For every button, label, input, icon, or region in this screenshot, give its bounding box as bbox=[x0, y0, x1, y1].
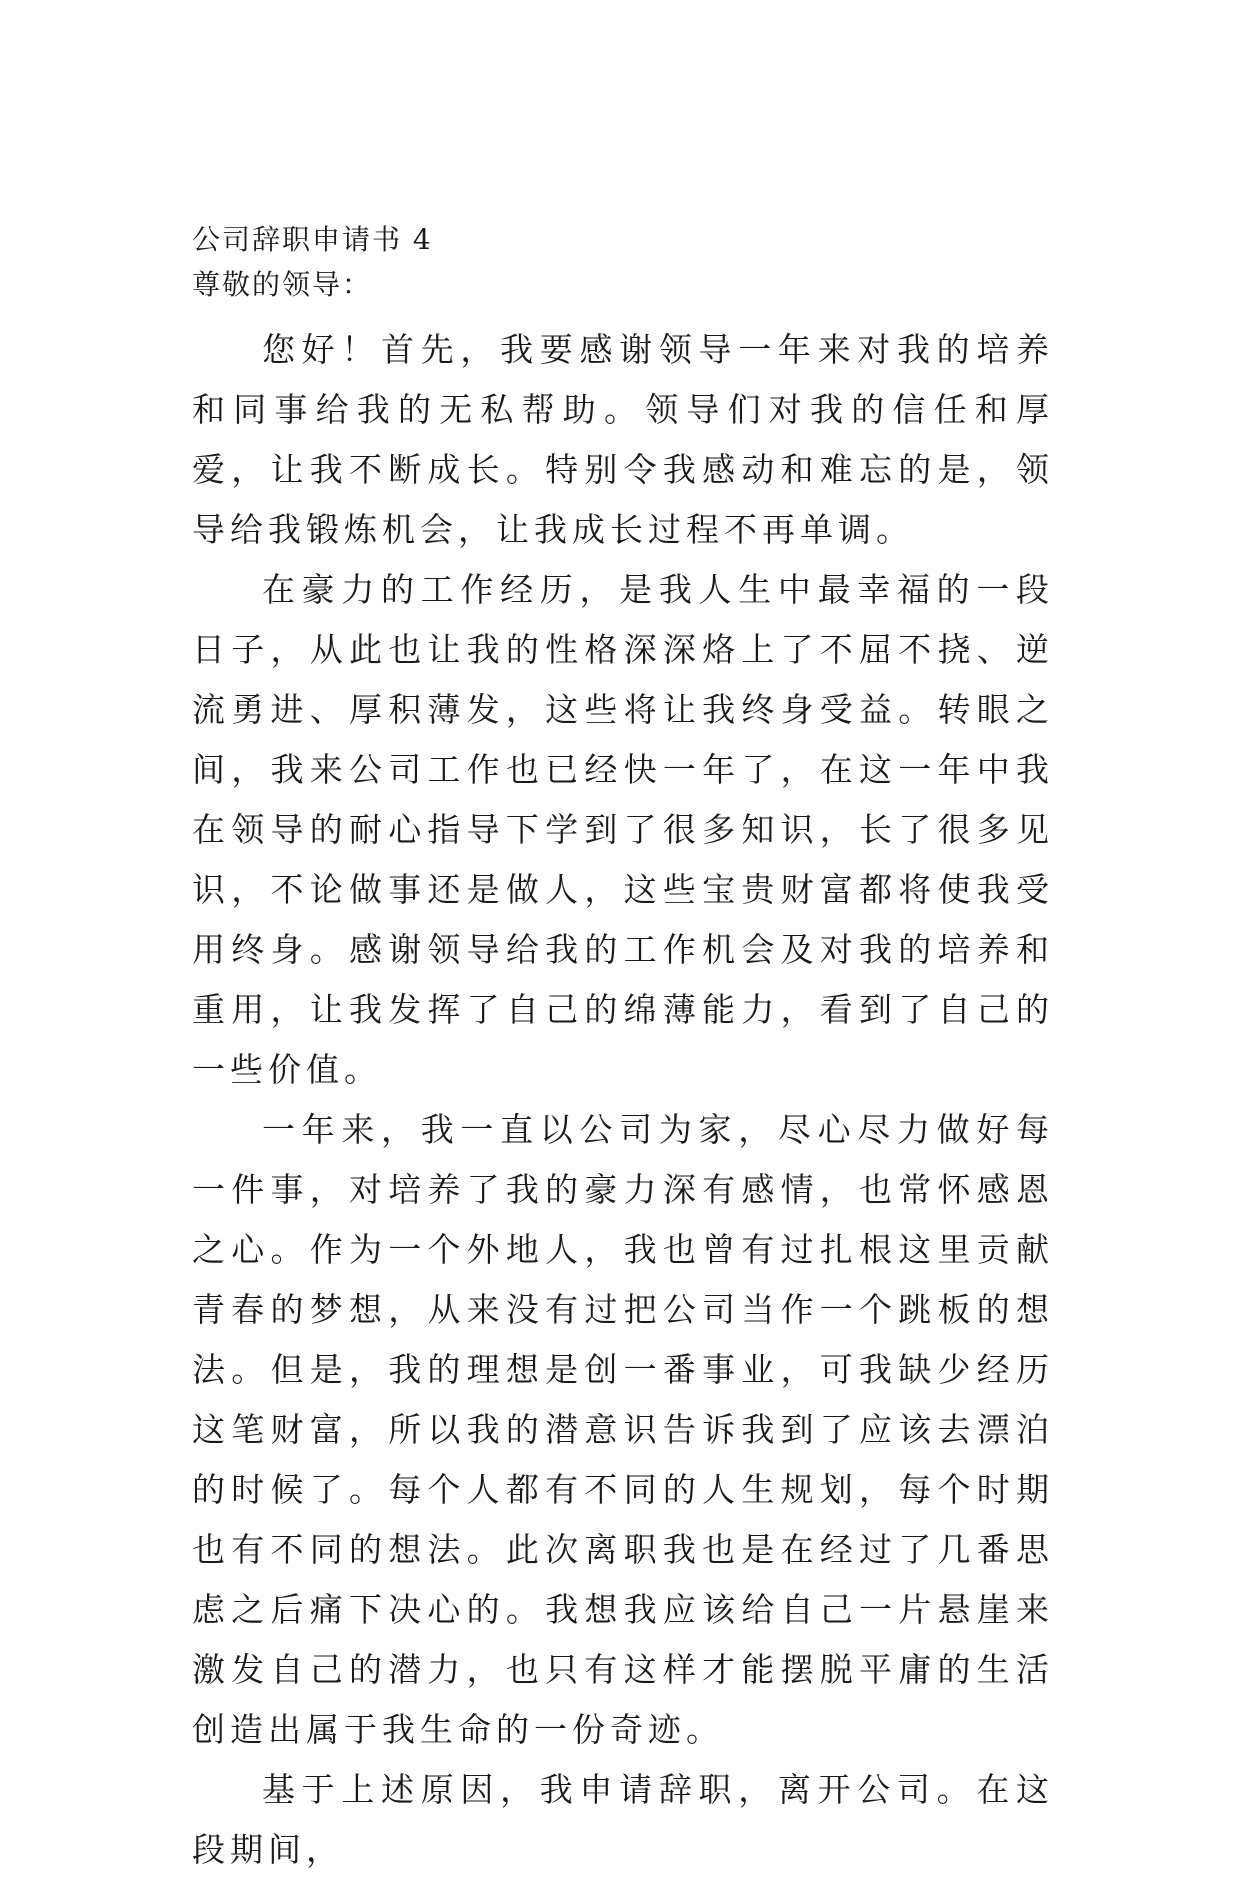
paragraph-request: 基于上述原因，我申请辞职，离开公司。在这段期间， bbox=[192, 1770, 1054, 1869]
document-title: 公司辞职申请书 4 bbox=[192, 223, 433, 256]
letter-body bbox=[192, 222, 1054, 1880]
paragraph-reason: 一年来，我一直以公司为家，尽心尽力做好每一件事，对培养了我的豪力深有感情，也常怀感恩之心。作为一个外地人，我也曾有过扎根这里贡献青春的梦想，从来没有过把公司当作一个跳板的想法。但是，我的理想是创一番事业，可我缺少经历这笔财富，所以我的潜意识告诉我到了应该去漂泊的时候了。每个人都有不同的人生规划，每个时期也有不同的想法。此次离职我也是在经过了几番思虑之后痛下决心的。我想我应该给自己一片悬崖来激发自己的潜力，也只有这样才能摆脱平庸的生活创造出属于我生命的一份奇迹。 bbox=[192, 1110, 1054, 1749]
paragraph-experience: 在豪力的工作经历，是我人生中最幸福的一段日子，从此也让我的性格深深烙上了不屈不挠、逆流勇进、厚积薄发，这些将让我终身受益。转眼之间，我来公司工作也已经快一年了，在这一年中我在领导的耐心指导下学到了很多知识，长了很多见识，不论做事还是做人，这些宝贵财富都将使我受用终身。感谢领导给我的工作机会及对我的培养和重用，让我发挥了自己的绵薄能力，看到了自己的一些价值。 bbox=[192, 570, 1054, 1089]
salutation: 尊敬的领导： bbox=[192, 268, 373, 301]
paragraph-thanks: 您好！首先，我要感谢领导一年来对我的培养和同事给我的无私帮助。领导们对我的信任和厚爱，让我不断成长。特别令我感动和难忘的是，领导给我锻炼机会，让我成长过程不再单调。 bbox=[192, 330, 1054, 549]
